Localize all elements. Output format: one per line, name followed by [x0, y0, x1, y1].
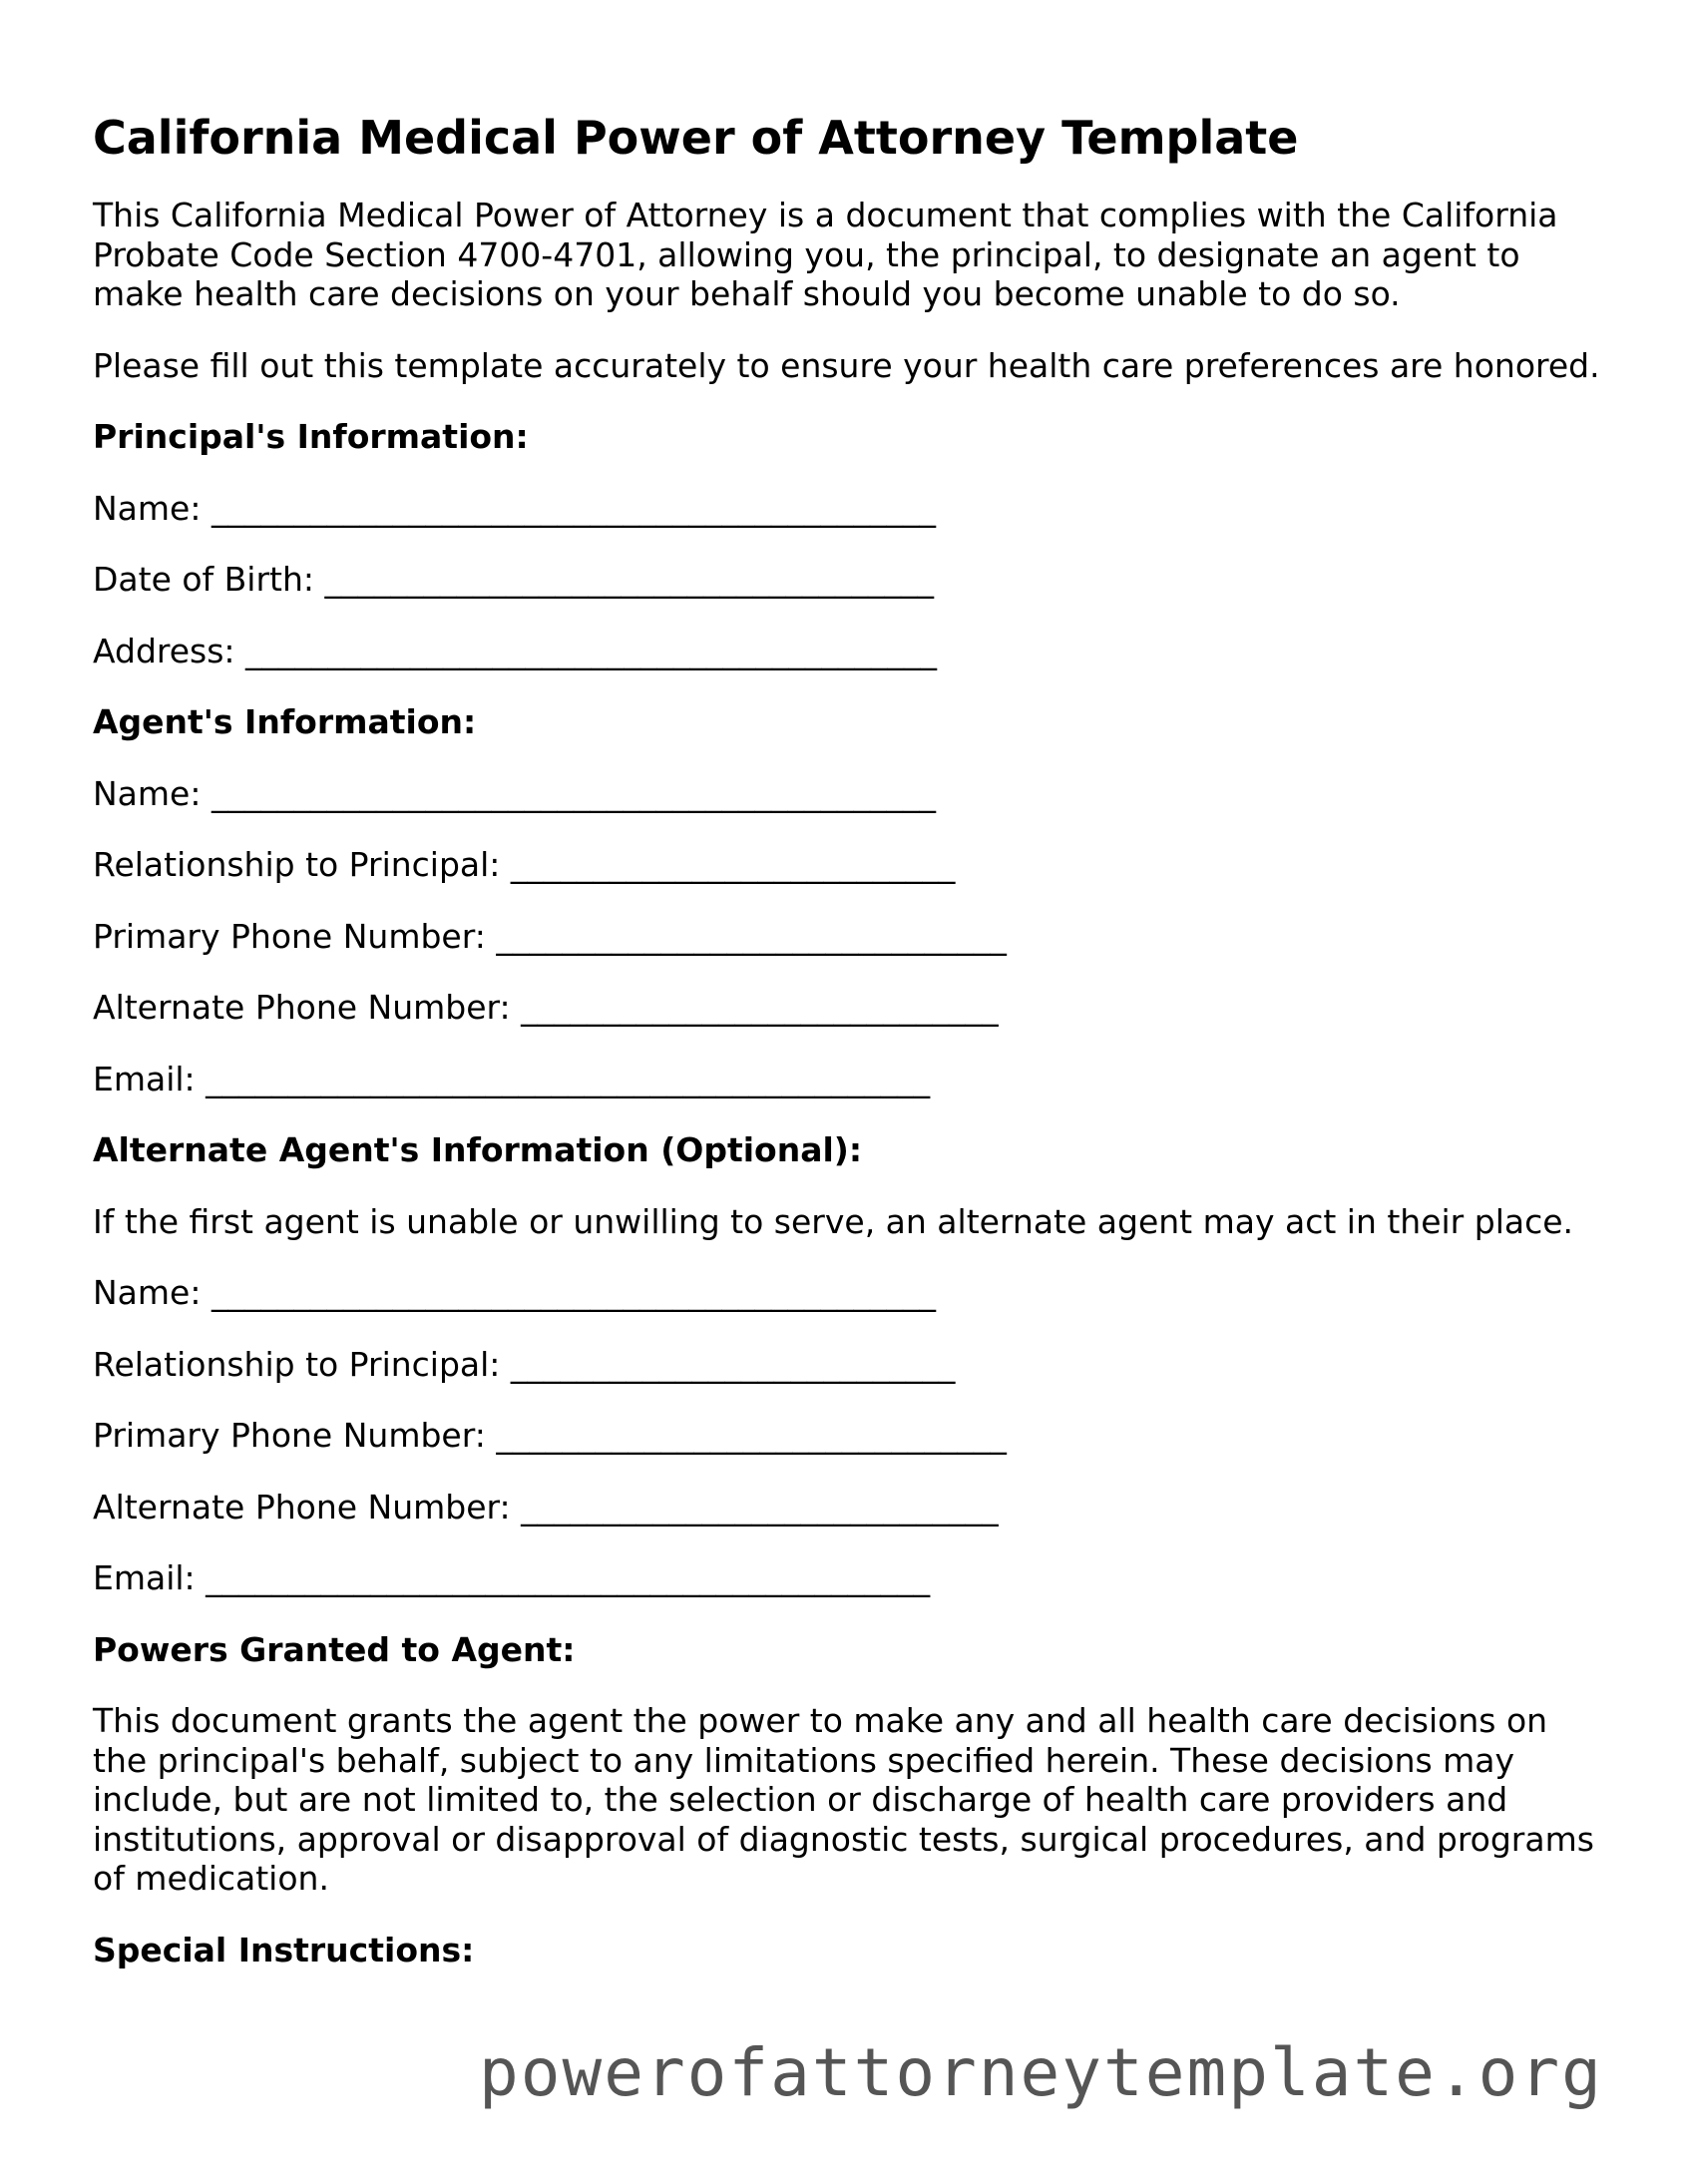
agent-heading: Agent's Information: — [93, 702, 477, 741]
alternate-agent-note: If the first agent is unable or unwilling to serve, an alternate agent may act in their place. — [93, 1201, 1574, 1241]
instruction-paragraph: Please fill out this template accurately to ensure your health care preferences are honored. — [93, 345, 1600, 385]
agent-primary-phone-field[interactable]: Primary Phone Number: _______________________________ — [93, 916, 1007, 956]
principal-dob-field[interactable]: Date of Birth: _____________________________________ — [93, 560, 934, 599]
special-instructions-heading: Special Instructions: — [93, 1930, 475, 1969]
powers-paragraph: This document grants the agent the power to make any and all health care decisions on the principal's behalf, subject to any limitations specified herein. These decisions may include, but are not limited to, the selection or discharge of health care providers and institutions, approval or disapproval of diagnostic tests, surgical procedures, and programs of medication. — [93, 1701, 1594, 1898]
principal-address-field[interactable]: Address: __________________________________________ — [93, 631, 938, 670]
powers-heading: Powers Granted to Agent: — [93, 1629, 576, 1669]
agent-email-field[interactable]: Email: ____________________________________________ — [93, 1059, 931, 1098]
agent-alternate-phone-field[interactable]: Alternate Phone Number: _____________________________ — [93, 988, 999, 1027]
watermark-text: powerofattorneytemplate.org — [479, 2034, 1603, 2111]
alternate-agent-primary-phone-field[interactable]: Primary Phone Number: _______________________________ — [93, 1416, 1007, 1455]
principal-name-field[interactable]: Name: ____________________________________________ — [93, 488, 936, 528]
document-title: California Medical Power of Attorney Template — [93, 111, 1299, 165]
alternate-agent-alternate-phone-field[interactable]: Alternate Phone Number: _____________________________ — [93, 1487, 999, 1527]
agent-name-field[interactable]: Name: ____________________________________________ — [93, 773, 936, 813]
principal-heading: Principal's Information: — [93, 417, 529, 456]
alternate-agent-email-field[interactable]: Email: ____________________________________________ — [93, 1558, 931, 1597]
intro-paragraph: This California Medical Power of Attorney is a document that complies with the California Probate Code Section 4700-4701, allowing you, the principal, to designate an agent to make health care decisions on your behalf should you become unable to do so. — [93, 196, 1558, 313]
alternate-agent-relationship-field[interactable]: Relationship to Principal: ___________________________ — [93, 1344, 956, 1384]
alternate-agent-name-field[interactable]: Name: ____________________________________________ — [93, 1273, 936, 1312]
alternate-agent-heading: Alternate Agent's Information (Optional): — [93, 1130, 863, 1169]
agent-relationship-field[interactable]: Relationship to Principal: ___________________________ — [93, 845, 956, 884]
document-page — [93, 110, 1609, 2001]
